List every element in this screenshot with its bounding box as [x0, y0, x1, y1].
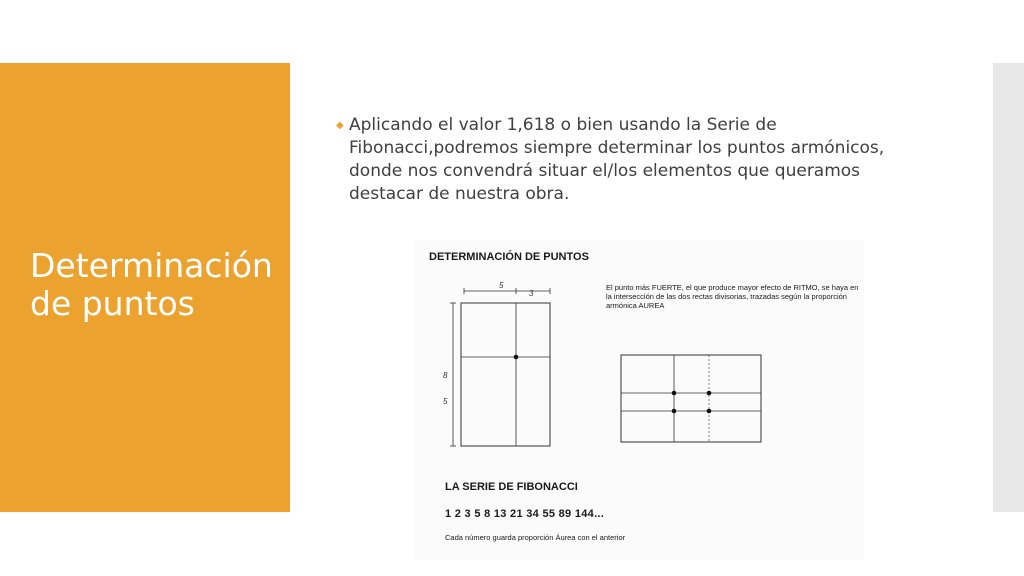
- harmonic-point: [672, 391, 677, 396]
- figure-note: El punto más FUERTE, el que produce mayor efecto de RITMO, se haya en la intersección de las dos rectas divisorias, trazadas según la proporción armónica AUREA: [606, 283, 859, 310]
- slide-title: Determinación de puntos: [30, 246, 273, 323]
- golden-ratio-figure: [415, 241, 864, 560]
- bullet-text: Aplicando el valor 1,618 o bien usando la Serie de Fibonacci,podremos siempre determinar los puntos armónicos, donde nos convendrá situar el/los elementos que queramos destacar de nuestra obra.: [349, 115, 885, 204]
- side-strip: [993, 63, 1024, 512]
- fibonacci-sequence: 1 2 3 5 8 13 21 34 55 89 144...: [445, 508, 605, 520]
- figure-title: DETERMINACIÓN DE PUNTOS: [429, 251, 589, 263]
- measure-label: 5: [443, 397, 448, 406]
- measure-label: 5: [499, 281, 504, 290]
- fibonacci-caption: Cada número guarda proporción Áurea con el anterior: [445, 533, 626, 542]
- measure-label: 3: [529, 289, 534, 298]
- harmonic-point: [514, 355, 519, 360]
- fibonacci-title: LA SERIE DE FIBONACCI: [445, 481, 578, 493]
- horizontal-rectangle: [621, 355, 761, 442]
- harmonic-point: [672, 409, 677, 414]
- harmonic-point: [707, 409, 712, 414]
- bullet-icon: ◆: [336, 120, 344, 131]
- measure-label: 8: [443, 371, 448, 380]
- vertical-rectangle: [461, 303, 550, 446]
- harmonic-point: [707, 391, 712, 396]
